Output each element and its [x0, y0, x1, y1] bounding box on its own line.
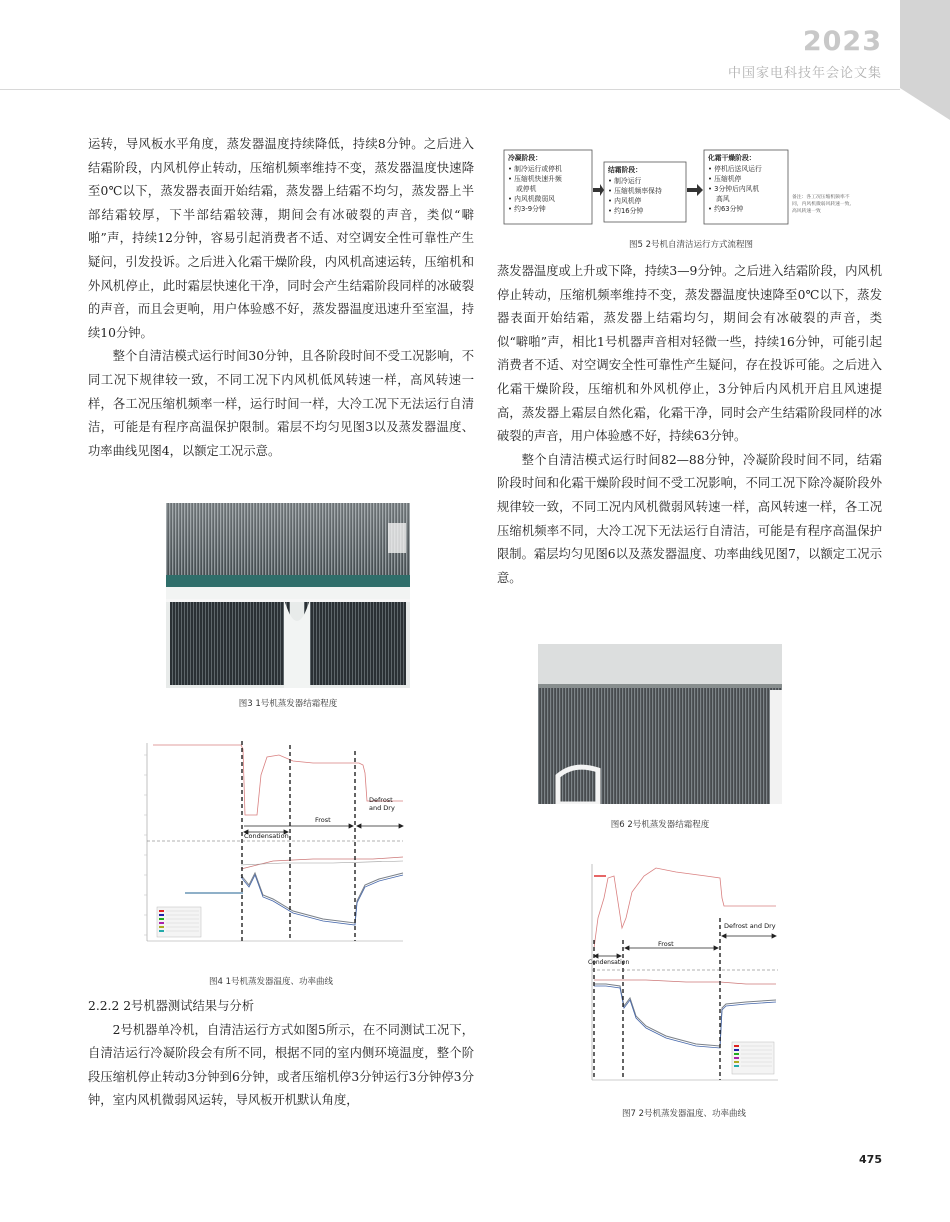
figure-4-caption: 图4 1号机蒸发器温度、功率曲线 — [208, 977, 334, 987]
fig7-label-condensation: Condensation — [588, 959, 630, 966]
right-paragraph-1: 蒸发器温度或上升或下降，持续3—9分钟。之后进入结霜阶段，内风机停止转动，压缩机频率维持不变，蒸发器温度快速降至0℃以下，蒸发器表面开始结霜，蒸发器上结霜均匀，期间会有冰破裂的声音，类似“噼啪”声，相比1号机器声音相对轻微一些，持续16分钟，可能引起消费者不适、对空调安全性可靠性产生疑问，存在投诉可能。之后进入化霜干燥阶段，压缩机和外风机停止，3分钟后内风机开启且风速提高，蒸发器上霜层自然化霜，化霜干净，同时会产生结霜阶段同样的冰破裂的声音，用户体验感不好，持续63分钟。 — [497, 264, 882, 444]
fig5-box1-item-4: • 内风机微弱风 — [508, 195, 555, 203]
figure-3-caption: 图3 1号机蒸发器结霜程度 — [238, 699, 338, 709]
figure-4-chart — [133, 735, 409, 960]
fig5-box3-title: 化霜干燥阶段： — [708, 154, 756, 162]
fig5-box2-item-1: • 制冷运行 — [608, 177, 642, 185]
left-column-lower — [88, 995, 474, 1113]
fig7-legend — [732, 1042, 774, 1074]
fig4-label-condensation: Condensation — [244, 832, 289, 840]
fig4-label-defrost: Defrost — [369, 796, 393, 804]
header-year: 2023 — [802, 26, 882, 57]
section-heading-2-2-2: 2.2.2 2号机器测试结果与分析 — [88, 999, 254, 1013]
figure-5-flowchart — [500, 148, 882, 228]
left-column — [88, 133, 474, 463]
fig5-box1-item-3: 或停机 — [516, 185, 537, 193]
fig5-box1-item-2: • 压缩机快速升频 — [508, 175, 562, 183]
page-corner-decoration — [900, 0, 950, 120]
figure-6-caption: 图6 2号机蒸发器结霜程度 — [610, 820, 710, 830]
fig5-box2-item-2: • 压缩机频率保持 — [608, 187, 662, 195]
figure-5-caption: 图5 2号机自清洁运行方式流程图 — [628, 240, 754, 250]
page-number: 475 — [859, 1153, 882, 1166]
fig4-label-and-dry: and Dry — [369, 804, 395, 812]
right-column — [497, 260, 882, 590]
fig5-box3-item-4: 高风 — [716, 195, 730, 203]
right-paragraph-2: 整个自清洁模式运行时间82—88分钟，冷凝阶段时间不同，结霜阶段时间和化霜干燥阶段时间不受工况影响，不同工况下除冷凝阶段外规律较一致，不同工况内风机微弱风转速一样，高风转速一样，各工况压缩机频率不同，大冷工况下无法运行自清洁，可能是有程序高温保护限制。霜层均匀见图6以及蒸发器温度、功率曲线见图7，以额定工况示意。 — [497, 452, 882, 585]
header-title: 中国家电科技年会论文集 — [727, 66, 882, 81]
left-paragraph-3: 2号机器单冷机，自清洁运行方式如图5所示，在不同测试工况下，自清洁运行冷凝阶段会有所不同，根据不同的室内侧环境温度，整个阶段压缩机停止转动3分钟到6分钟，或者压缩机停3分钟运行3分钟停3分钟，室内风机微弱风运转，导风板开机默认角度， — [88, 1022, 474, 1108]
fig5-note-line-2: 同，内风机微弱风转速一致、 — [792, 202, 855, 207]
figure-6-photo — [538, 644, 782, 804]
fig5-box1-title: 冷凝阶段： — [508, 154, 542, 162]
fig7-label-frost: Frost — [658, 940, 674, 948]
fig5-note-line-1: 备注：各工况压缩机频率不 — [792, 195, 850, 200]
fig7-label-defrost: Defrost and Dry — [724, 922, 776, 930]
fig5-box1-item-1: • 制冷运行或停机 — [508, 165, 562, 173]
figure-7-chart — [586, 858, 782, 1088]
fig5-box3-item-3: • 3分钟后内风机 — [708, 185, 760, 193]
figure-7-caption: 图7 2号机蒸发器温度、功率曲线 — [621, 1109, 747, 1119]
fig5-box2-item-4: • 约16分钟 — [608, 207, 644, 215]
fig5-box3-item-2: • 压缩机停 — [708, 175, 742, 183]
fig5-box3-item-5: • 约63分钟 — [708, 205, 744, 213]
fig4-legend — [157, 907, 201, 937]
fig5-note-line-3: 高风转速一致 — [792, 209, 821, 214]
figure-3-photo — [166, 503, 410, 688]
header-rule — [0, 89, 900, 90]
left-paragraph-2: 整个自清洁模式运行时间30分钟，且各阶段时间不受工况影响，不同工况下规律较一致，不同工况下内风机低风转速一样，高风转速一样，各工况压缩机频率一样，运行时间一样，大冷工况下无法运行自清洁，可能是有程序高温保护限制。霜层不均匀见图3以及蒸发器温度、功率曲线见图4，以额定工况示意。 — [88, 349, 474, 458]
fig4-label-frost: Frost — [315, 816, 331, 824]
left-paragraph-1: 运转，导风板水平角度，蒸发器温度持续降低，持续8分钟。之后进入结霜阶段，内风机停止转动，压缩机频率维持不变，蒸发器温度快速降至0℃以下，蒸发器表面开始结霜，蒸发器上结霜不均匀，蒸发器上半部结霜较厚，下半部结霜较薄，期间会有冰破裂的声音，类似“噼啪”声，持续12分钟，容易引起消费者不适、对空调安全性可靠性产生疑问，引发投诉。之后进入化霜干燥阶段，内风机高速运转，压缩机和外风机停止，此时霜层快速化干净，同时会产生结霜阶段同样的冰破裂的声音，而且会更响，用户体验感不好，蒸发器温度迅速升至室温，持续10分钟。 — [88, 137, 474, 340]
fig5-box2-title: 结霜阶段： — [608, 166, 642, 174]
fig5-box3-item-1: • 停机后送风运行 — [708, 165, 762, 173]
fig5-box2-item-3: • 内风机停 — [608, 197, 642, 205]
fig5-box1-item-5: • 约3-9分钟 — [508, 205, 546, 213]
